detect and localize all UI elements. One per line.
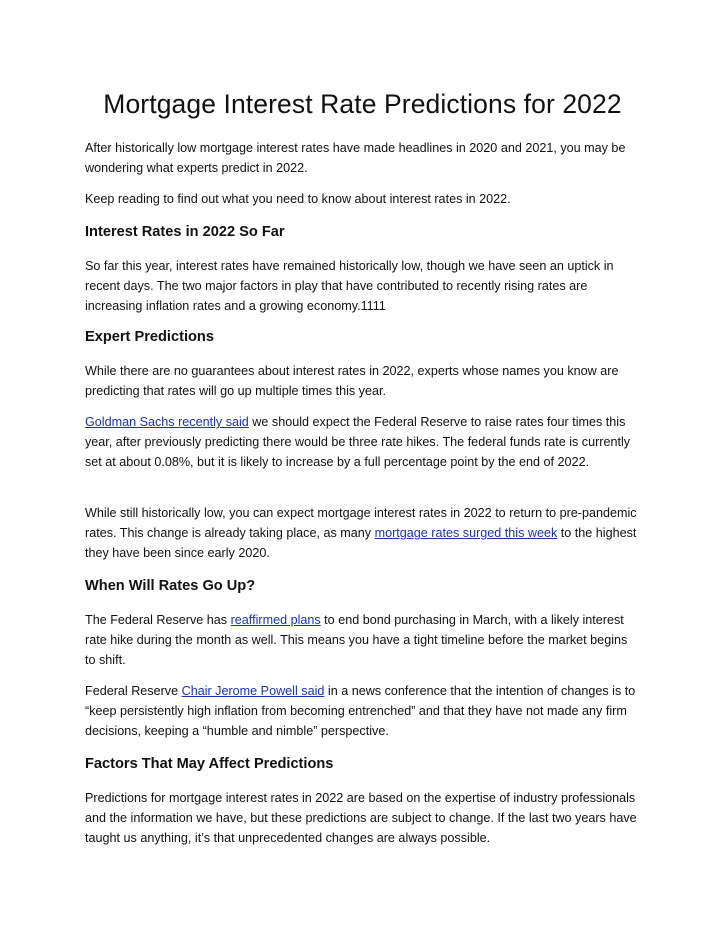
section-heading-rates-so-far: Interest Rates in 2022 So Far: [85, 224, 285, 240]
expert-predictions-paragraph-3: [85, 503, 640, 564]
rates-go-up-paragraph-1-text-after: to end bond purchasing in March, with a likely interest rate hike during the month as well. This means you have a tight timeline before the market begins to shift.: [85, 613, 628, 668]
expert-predictions-paragraph-1: While there are no guarantees about interest rates in 2022, experts whose names you know are predicting that rates will go up multiple times this year.: [85, 364, 619, 399]
jerome-powell-link[interactable]: Chair Jerome Powell said: [181, 684, 325, 698]
page-title: Mortgage Interest Rate Predictions for 2022: [103, 89, 622, 119]
rates-go-up-paragraph-2-text-after: in a news conference that the intention of changes is to “keep persistently high inflation from becoming entrenched” and that they have not made any firm decisions, keeping a “humble and nimble” perspective.: [85, 684, 636, 739]
rates-go-up-paragraph-1-text-before: The Federal Reserve has: [85, 613, 231, 627]
section-heading-expert-predictions: Expert Predictions: [85, 329, 214, 345]
intro-paragraph-2: Keep reading to find out what you need to know about interest rates in 2022.: [85, 192, 511, 206]
expert-predictions-paragraph-2: [85, 412, 640, 473]
section-heading-rates-go-up: When Will Rates Go Up?: [85, 578, 256, 594]
reaffirmed-plans-link[interactable]: reaffirmed plans: [230, 613, 321, 627]
rates-go-up-paragraph-2: [85, 681, 640, 742]
factors-paragraph: Predictions for mortgage interest rates in 2022 are based on the expertise of industry professionals and the information we have, but these predictions are subject to change. If the last two years have taught us anything, it’s that unprecedented changes are always possible.: [85, 791, 637, 846]
expert-predictions-paragraph-3-text-after: to the highest they have been since early 2020.: [85, 526, 637, 561]
mortgage-rates-surged-link[interactable]: mortgage rates surged this week: [374, 526, 558, 541]
section-heading-factors: Factors That May Affect Predictions: [85, 756, 334, 772]
goldman-sachs-link[interactable]: Goldman Sachs recently said: [85, 415, 249, 429]
expert-predictions-paragraph-3-text-before: While still historically low, you can expect mortgage interest rates in 2022 to return to pre-pandemic rates. This change is already taking place, as many: [85, 506, 637, 541]
rates-go-up-paragraph-2-text-before: Federal Reserve: [85, 684, 182, 698]
rates-so-far-paragraph: So far this year, interest rates have remained historically low, though we have seen an uptick in recent days. The two major factors in play that have contributed to recently rising rates are increasing inflation rates and a growing economy.1111: [85, 259, 614, 314]
intro-paragraph-1: After historically low mortgage interest rates have made headlines in 2020 and 2021, you may be wondering what experts predict in 2022.: [85, 141, 626, 176]
expert-predictions-paragraph-2-text: we should expect the Federal Reserve to raise rates four times this year, after previously predicting there would be three rate hikes. The federal funds rate is currently set at about 0.08%, but it is likely to increase by a full percentage point by the end of 2022.: [85, 415, 631, 470]
rates-go-up-paragraph-1: [85, 610, 640, 671]
